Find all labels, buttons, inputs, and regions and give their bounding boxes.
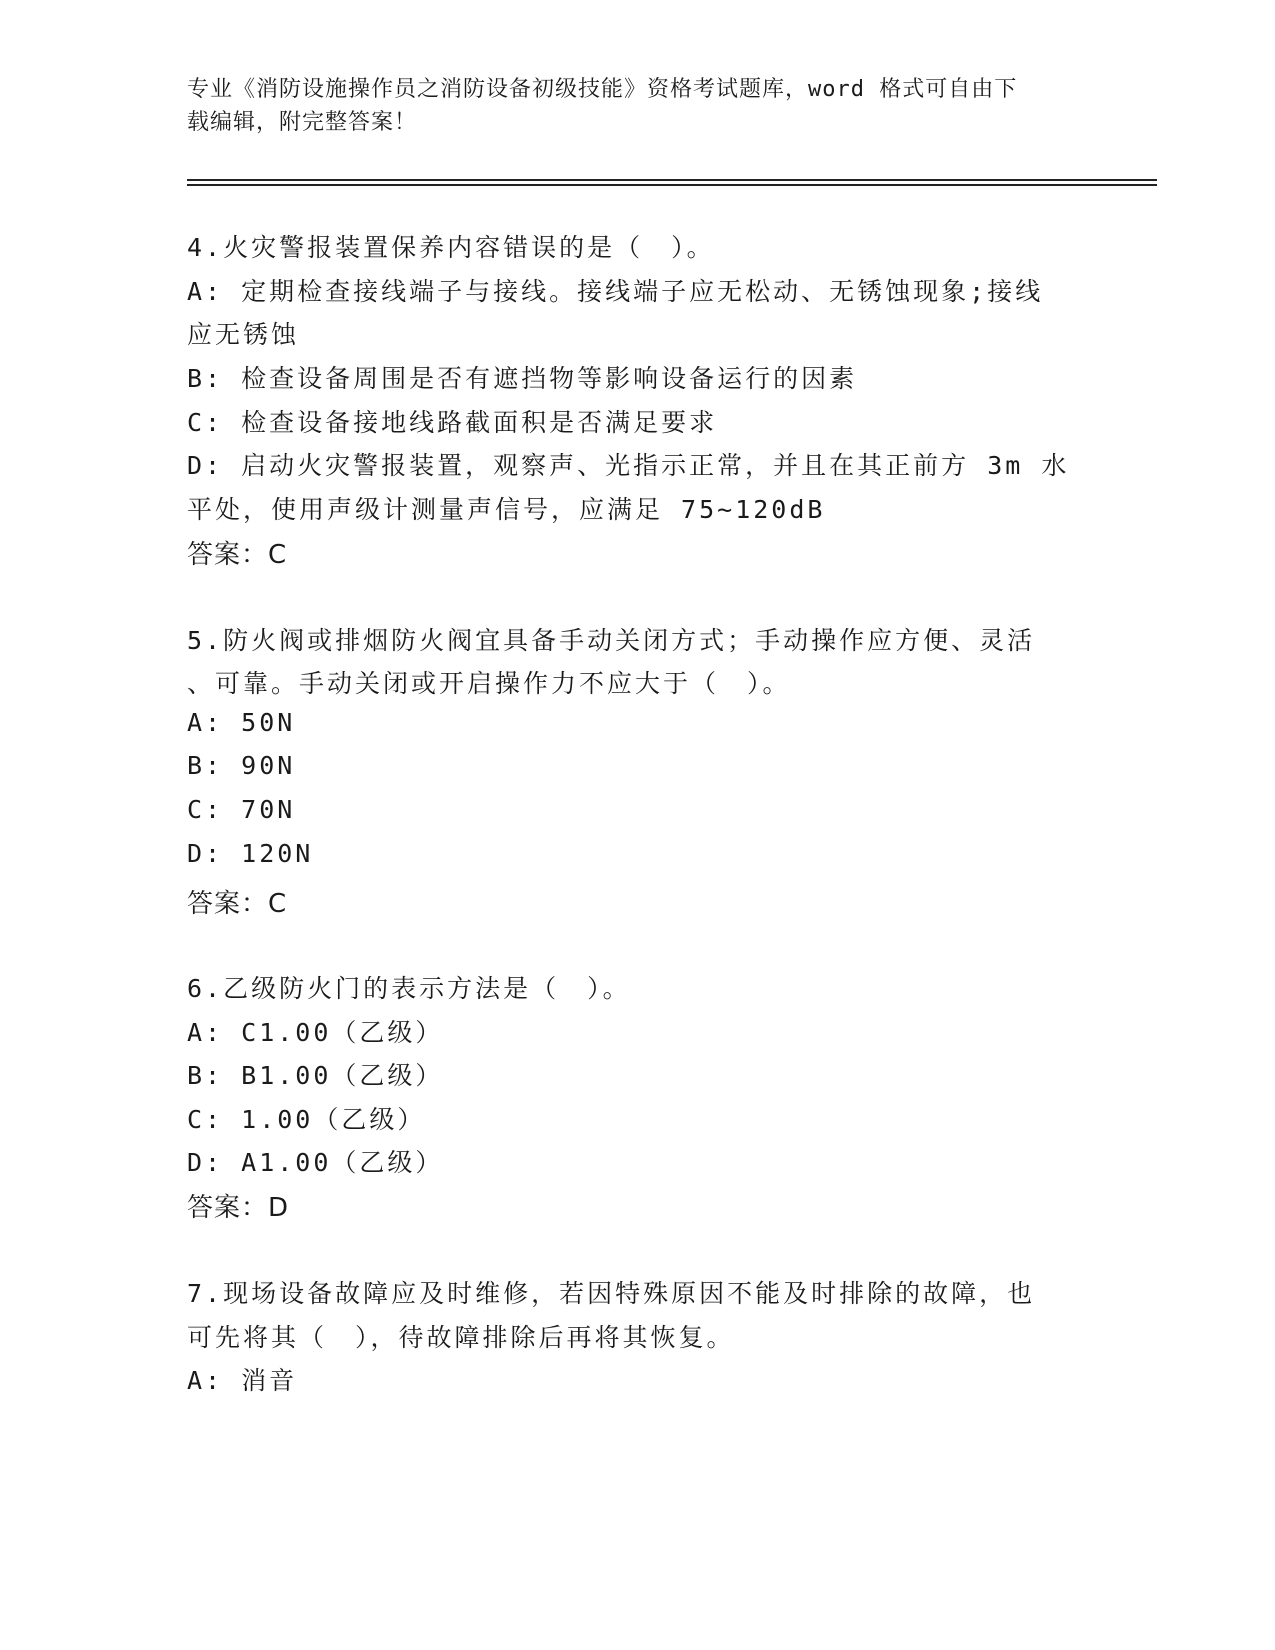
question-stem: 4.火灾警报装置保养内容错误的是（ ）。	[187, 233, 715, 262]
option-c: C: 1.00（乙级）	[187, 1105, 426, 1134]
option-a-cont: 应无锈蚀	[187, 320, 300, 349]
question-stem: 6.乙级防火门的表示方法是（ ）。	[187, 974, 631, 1003]
option-b: B: 检查设备周围是否有遮挡物等影响设备运行的因素	[187, 364, 858, 393]
option-d-cont: 平处，使用声级计测量声信号，应满足 75~120dB	[187, 495, 826, 524]
question-stem-cont: 可先将其（ ），待故障排除后再将其恢复。	[187, 1323, 735, 1352]
answer-label: 答案：C	[187, 540, 288, 570]
option-a: A: 定期检查接线端子与接线。接线端子应无松动、无锈蚀现象;接线	[187, 277, 1044, 306]
question-stem-cont: 、可靠。手动关闭或开启操作力不应大于（ ）。	[187, 669, 791, 698]
option-c: C: 70N	[187, 795, 296, 824]
option-a: A: C1.00（乙级）	[187, 1018, 444, 1047]
option-a: A: 消音	[187, 1366, 298, 1395]
option-d: D: A1.00（乙级）	[187, 1148, 444, 1177]
header-divider-bottom	[187, 184, 1157, 186]
question-stem: 5.防火阀或排烟防火阀宜具备手动关闭方式；手动操作应方便、灵活	[187, 626, 1036, 655]
option-d: D: 120N	[187, 839, 314, 868]
document-header	[187, 73, 1067, 139]
answer-label: 答案：C	[187, 889, 288, 919]
option-a: A: 50N	[187, 708, 296, 737]
option-c: C: 检查设备接地线路截面积是否满足要求	[187, 408, 718, 437]
option-b: B: 90N	[187, 751, 296, 780]
answer-label: 答案：D	[187, 1193, 290, 1223]
question-stem: 7.现场设备故障应及时维修，若因特殊原因不能及时排除的故障，也	[187, 1279, 1036, 1308]
option-d: D: 启动火灾警报装置，观察声、光指示正常，并且在其正前方 3m 水	[187, 451, 1070, 480]
header-line: 载编辑，附完整答案！	[187, 110, 418, 135]
header-line: 专业《消防设施操作员之消防设备初级技能》资格考试题库，word 格式可自由下	[187, 77, 1018, 102]
header-divider-top	[187, 179, 1157, 181]
option-b: B: B1.00（乙级）	[187, 1061, 444, 1090]
